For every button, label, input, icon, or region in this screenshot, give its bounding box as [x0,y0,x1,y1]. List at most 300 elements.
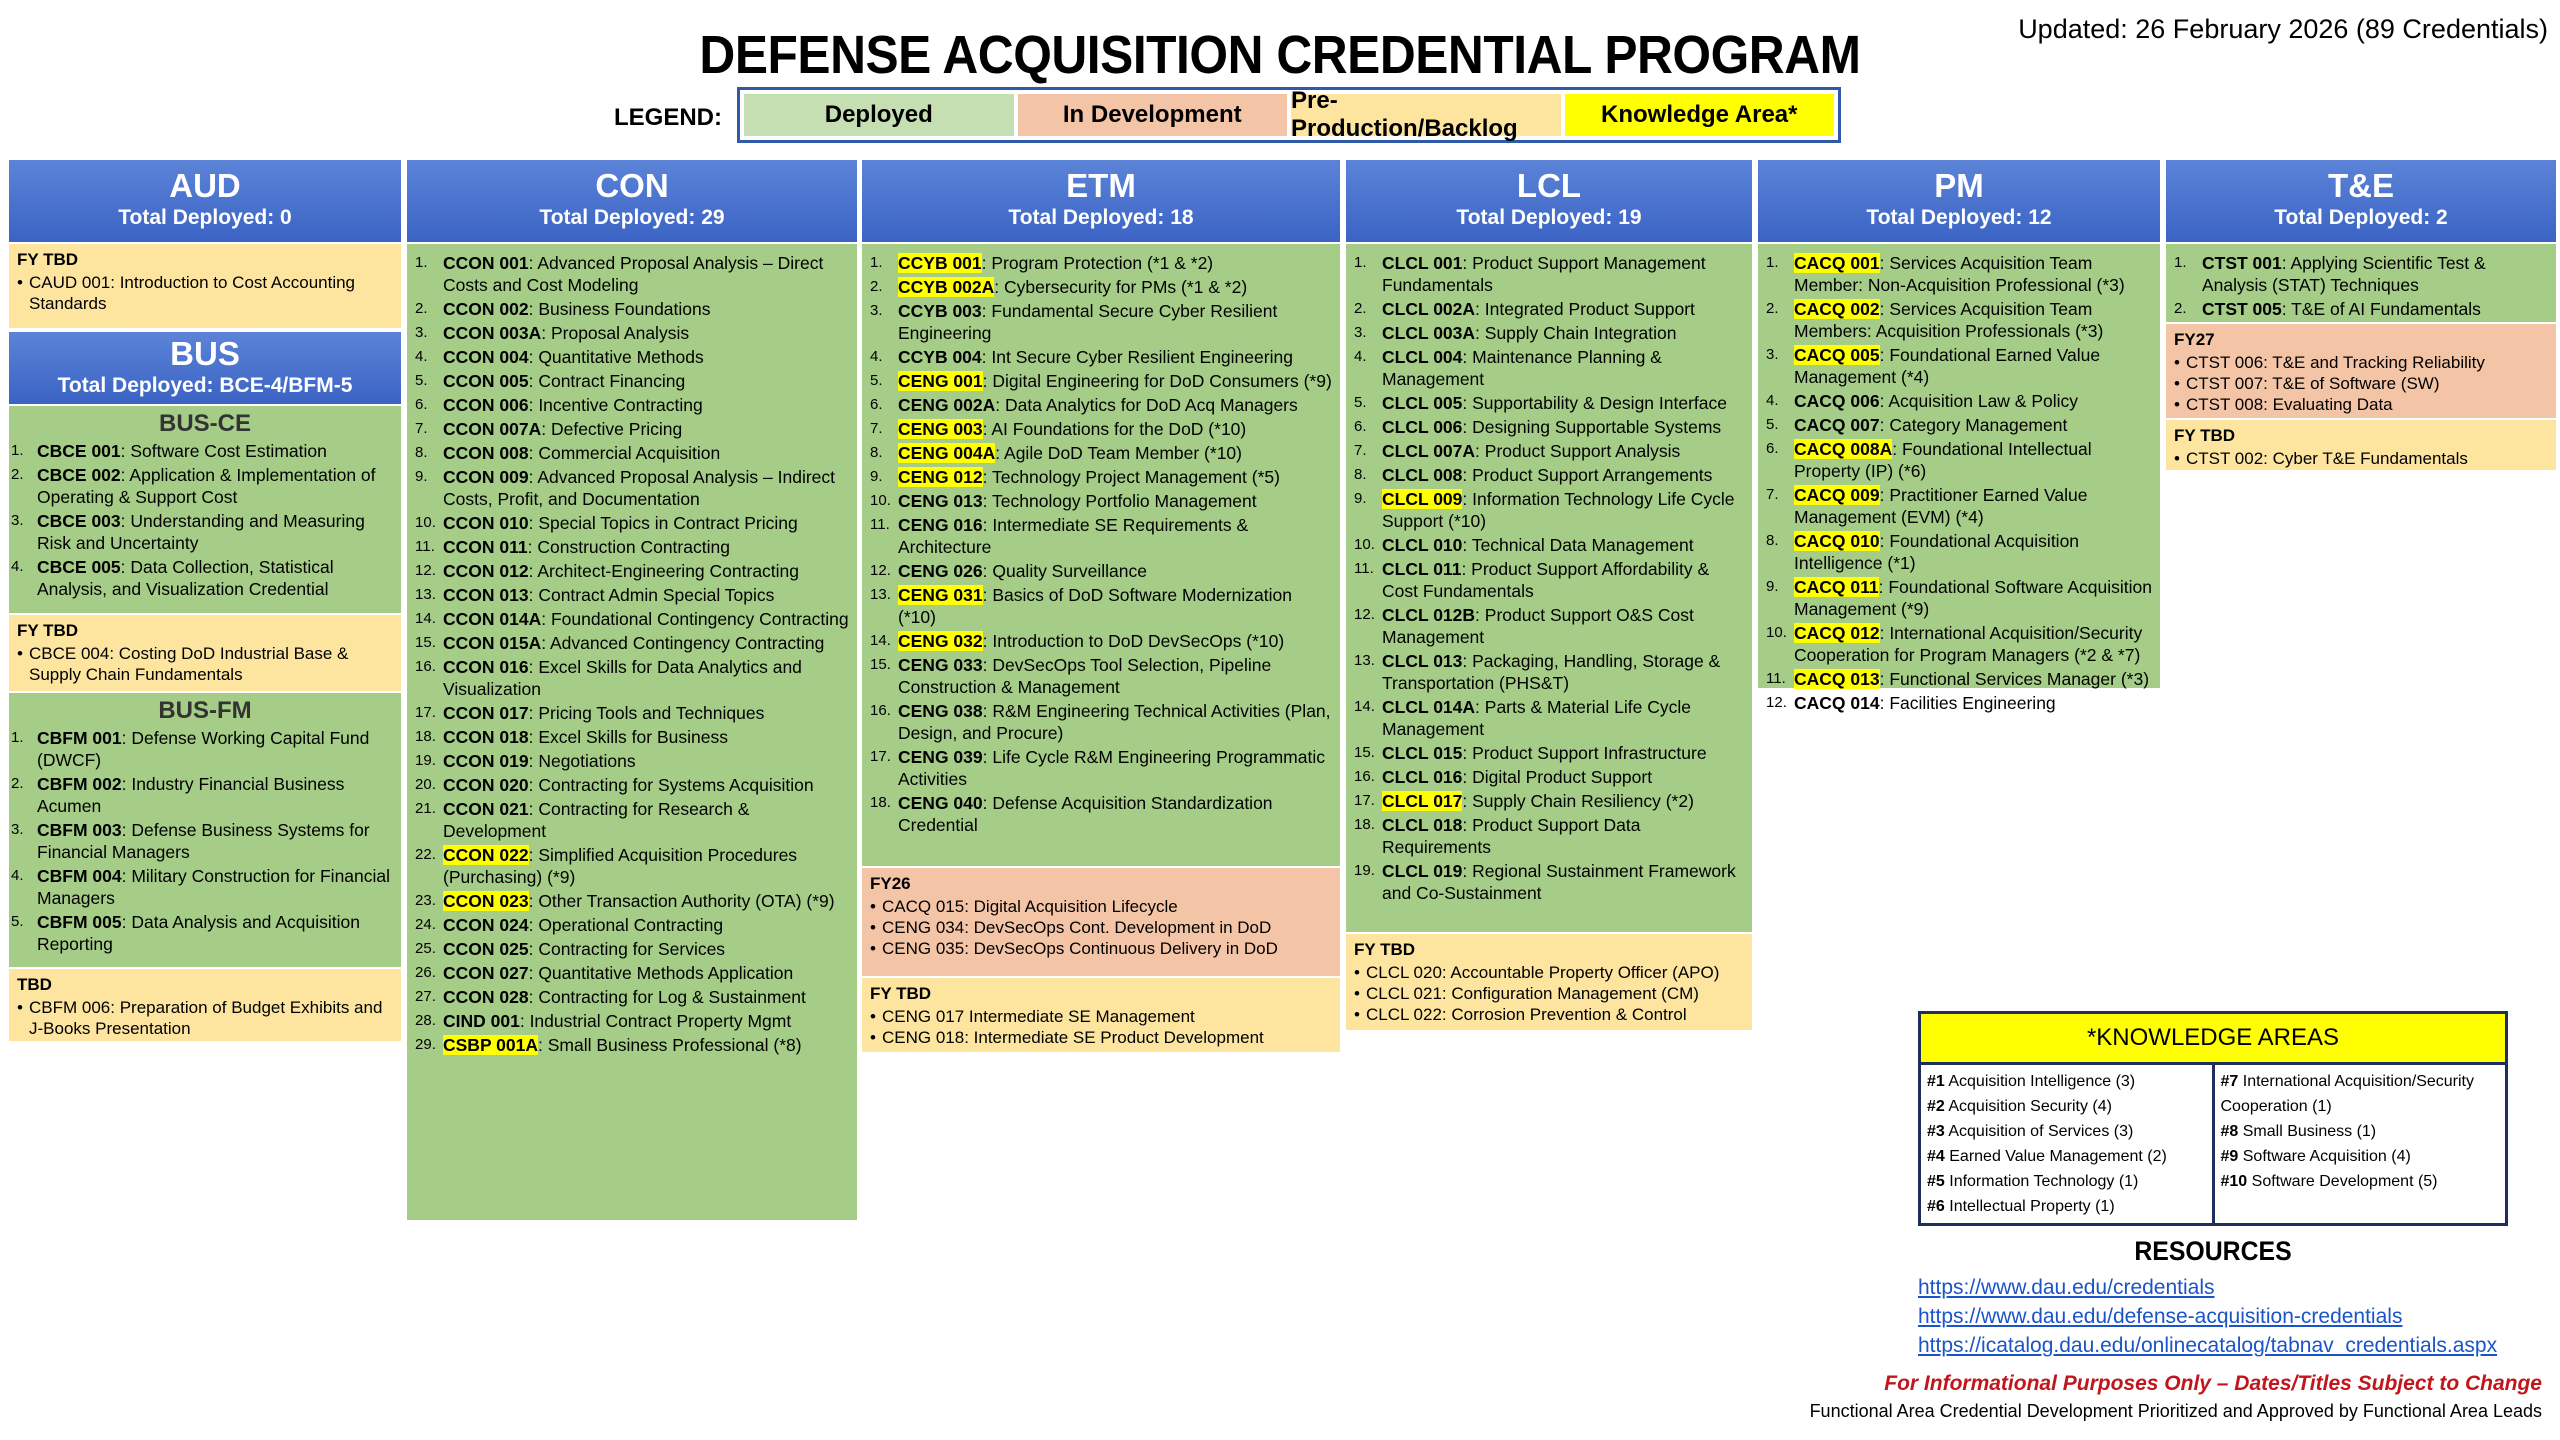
credential-code: CLCL 002A [1382,299,1476,319]
credential-code: CENG 012 [898,467,983,487]
list-item: • CENG 017 Intermediate SE Management [870,1006,1332,1027]
credential-title: : Cybersecurity for PMs (*1 & *2) [994,277,1248,297]
credential-code: CACQ 013 [1794,669,1880,689]
credential-item [1354,790,1744,812]
credential-code: CCYB 001 [898,253,982,273]
legend-knowledge-area: Knowledge Area* [1565,94,1835,136]
te-tbd [2166,420,2556,470]
credential-code: CCON 008 [443,443,529,463]
credential-code: CENG 016 [898,515,983,535]
credential-item [1354,558,1744,602]
te-deployed [2166,244,2556,322]
bus-fm-tbd-list [17,997,393,1039]
te-list [2174,252,2548,320]
page-title: DEFENSE ACQUISITION CREDENTIAL PROGRAM [699,25,1861,85]
credential-title: : Commercial Acquisition [528,443,721,463]
bus-ce-tbd-label: FY TBD [17,621,79,640]
te-tbd-label: FY TBD [2174,426,2236,445]
credential-title: : Small Business Professional (*8) [538,1035,802,1055]
credential-title: : Quantitative Methods [528,347,704,367]
credential-item [870,418,1332,440]
credential-code: CCON 017 [443,703,529,723]
credential-title: : Product Support O&S Cost Management [1382,605,1694,647]
list-item: • CTST 006: T&E and Tracking Reliability [2174,352,2548,373]
credential-title: : Facilities Engineering [1879,693,2056,713]
credential-code: CLCL 016 [1382,767,1463,787]
bus-total: Total Deployed: BCE-4/BFM-5 [57,374,353,397]
credential-code: CCON 019 [443,751,529,771]
credential-item [415,1010,849,1032]
credential-item [1766,484,2152,528]
credential-title: : Parts & Material Life Cycle Management [1382,697,1691,739]
credential-title: : Int Secure Cyber Resilient Engineering [981,347,1293,367]
credential-code: CACQ 002 [1794,299,1880,319]
credential-code: CLCL 015 [1382,743,1463,763]
column-aud-bus [9,160,401,1041]
credential-title: : Contracting for Systems Acquisition [528,775,814,795]
column-con [407,160,857,1220]
credential-item [870,252,1332,274]
credential-title: : Contract Admin Special Topics [528,585,775,605]
resource-link-icatalog[interactable]: https://icatalog.dau.edu/onlinecatalog/tabnav_credentials.aspx [1918,1334,2498,1357]
credential-title: : Data Analysis and Acquisition Reporting [37,912,360,954]
aud-tbd-list [17,272,393,314]
disclaimer: For Informational Purposes Only – Dates/Titles Subject to Change [1884,1372,2542,1395]
credential-item [1354,322,1744,344]
credential-item [11,510,393,554]
credential-title: : Architect-Engineering Contracting [528,561,800,581]
credential-code: CCON 001 [443,253,529,273]
column-te [2166,160,2556,470]
credential-code: CCON 022 [443,845,529,865]
resources [1918,1236,2508,1360]
credential-title: : AI Foundations for the DoD (*10) [982,419,1247,439]
credential-code: CLCL 012B [1382,605,1476,625]
credential-item [11,440,393,462]
credential-item [870,560,1332,582]
credential-item [1354,766,1744,788]
credential-title: : Contracting for Log & Sustainment [528,987,806,1007]
con-name: CON [595,167,669,204]
list-item: • CLCL 020: Accountable Property Officer (APO) [1354,962,1744,983]
credential-code: CLCL 011 [1382,559,1462,579]
credential-item [11,773,393,817]
credential-title: : Software Cost Estimation [120,441,327,461]
credential-title: : Foundational Earned Value Management (*4) [1794,345,2101,387]
credential-code: CBCE 003 [37,511,121,531]
credential-item [870,490,1332,512]
te-fy27-list [2174,352,2548,415]
credential-item [415,798,849,842]
credential-title: : Practitioner Earned Value Management (EVM) (*4) [1794,485,2088,527]
resource-link-defense-acquisition-credentials[interactable]: https://www.dau.edu/defense-acquisition-credentials [1918,1305,2403,1328]
credential-title: : Data Analytics for DoD Acq Managers [995,395,1298,415]
bus-ce-tbd-list [17,643,393,685]
credential-item [870,300,1332,344]
credential-item [415,394,849,416]
credential-code: CENG 003 [898,419,983,439]
credential-item [870,514,1332,558]
credential-title: : Designing Supportable Systems [1462,417,1722,437]
credential-item [1354,534,1744,556]
credential-title: : Quality Surveillance [982,561,1148,581]
credential-code: CACQ 001 [1794,253,1880,273]
legend [737,87,1841,143]
credential-code: CACQ 007 [1794,415,1880,435]
knowledge-area-item: #3 Acquisition of Services (3) [1927,1123,2134,1140]
credential-title: : International Acquisition/Security Cooperation for Program Managers (*2 & *7) [1794,623,2143,665]
credential-code: CBFM 003 [37,820,122,840]
credential-item [415,986,849,1008]
list-item: • CENG 018: Intermediate SE Product Development [870,1027,1332,1048]
credential-title: : Negotiations [528,751,636,771]
credential-item [870,442,1332,464]
credential-code: CCON 020 [443,775,529,795]
credential-code: CBFM 001 [37,728,122,748]
credential-code: CCON 004 [443,347,529,367]
credential-title: : Incentive Contracting [528,395,703,415]
lcl-list [1354,252,1744,904]
bus-ce-label: BUS-CE [158,410,251,437]
credential-item [1766,252,2152,296]
credential-title: : Foundational Acquisition Intelligence (*1) [1794,531,2080,573]
credential-title: : Industrial Contract Property Mgmt [519,1011,792,1031]
credential-title: : Technical Data Management [1462,535,1694,555]
credential-item [870,466,1332,488]
credential-code: CLCL 003A [1382,323,1476,343]
credential-item [415,560,849,582]
bus-fm-label: BUS-FM [158,697,252,724]
etm-header [862,160,1340,242]
bus-fm-list [11,727,393,955]
credential-code: CENG 026 [898,561,983,581]
credential-code: CCON 005 [443,371,529,391]
credential-item [11,865,393,909]
knowledge-area-item: #2 Acquisition Security (4) [1927,1098,2112,1115]
lcl-tbd-label: FY TBD [1354,940,1416,959]
credential-title: : Industry Financial Business Acumen [37,774,345,816]
credential-title: : Proposal Analysis [541,323,690,343]
credential-code: CENG 039 [898,747,983,767]
credential-item [415,702,849,724]
knowledge-areas-grid [1921,1065,2505,1223]
credential-title: : Maintenance Planning & Management [1382,347,1662,389]
list-item: • CLCL 021: Configuration Management (CM) [1354,983,1744,1004]
credential-item [415,442,849,464]
credential-code: CCON 027 [443,963,529,983]
aud-name: AUD [169,167,241,204]
bus-fm [9,693,401,967]
credential-title: : Regional Sustainment Framework and Co-Sustainment [1382,861,1736,903]
credential-item [1354,416,1744,438]
knowledge-areas-title: *KNOWLEDGE AREAS [1921,1014,2505,1065]
bus-ce-list [11,440,393,600]
credential-title: : Technology Portfolio Management [982,491,1257,511]
bus-name: BUS [170,335,240,372]
credential-item [415,656,849,700]
legend-label: LEGEND: [614,104,722,131]
pm-list [1766,252,2152,714]
credential-title: : Product Support Analysis [1475,441,1681,461]
credential-code: CCON 006 [443,395,529,415]
credential-code: CLCL 008 [1382,465,1463,485]
etm-fy26-list [870,896,1332,959]
credential-title: : Advanced Proposal Analysis – Indirect Costs, Profit, and Documentation [443,467,836,509]
credential-title: : Defective Pricing [541,419,683,439]
credential-item [1766,414,2152,436]
credential-item [1354,298,1744,320]
credential-item [415,322,849,344]
lcl-tbd [1346,934,1752,1030]
credential-item [1766,344,2152,388]
list-item: • CTST 008: Evaluating Data [2174,394,2548,415]
credential-title: : Foundational Software Acquisition Management (*9) [1794,577,2152,619]
credential-title: : Defense Business Systems for Financial Managers [37,820,370,862]
credential-item [415,608,849,630]
credential-title: : Intermediate SE Requirements & Architecture [898,515,1249,557]
list-item: • CBCE 004: Costing DoD Industrial Base & Supply Chain Fundamentals [17,643,393,685]
credential-title: : Information Technology Life Cycle Support (*10) [1382,489,1735,531]
credential-code: CENG 013 [898,491,983,511]
credential-title: : Advanced Proposal Analysis – Direct Costs and Cost Modeling [443,253,824,295]
knowledge-area-item: #5 Information Technology (1) [1927,1173,2139,1190]
credential-item [415,418,849,440]
knowledge-areas-right [2215,1065,2506,1223]
credential-item [1766,576,2152,620]
credential-title: : Quantitative Methods Application [528,963,794,983]
credential-code: CENG 038 [898,701,983,721]
knowledge-areas-left [1921,1065,2215,1223]
credential-item [1354,860,1744,904]
credential-code: CLCL 018 [1382,815,1463,835]
credential-item [1354,488,1744,532]
lcl-total: Total Deployed: 19 [1456,206,1642,229]
credential-code: CCON 024 [443,915,529,935]
credential-item [870,584,1332,628]
credential-title: : R&M Engineering Technical Activities (Plan, Design, and Procure) [898,701,1331,743]
credential-code: CTST 001 [2202,253,2282,273]
credential-item [1354,604,1744,648]
credential-item [11,819,393,863]
credential-item [11,556,393,600]
te-fy27 [2166,324,2556,418]
credential-item [1354,464,1744,486]
te-header [2166,160,2556,242]
pm-deployed [1758,244,2160,713]
te-name: T&E [2328,167,2394,204]
credential-title: : Product Support Arrangements [1462,465,1713,485]
credential-item [1766,530,2152,574]
etm-list [870,252,1332,836]
credential-code: CLCL 017 [1382,791,1463,811]
credential-item [415,252,849,296]
credential-title: : Advanced Contingency Contracting [541,633,825,653]
credential-item [1766,438,2152,482]
credential-item [2174,252,2548,296]
credential-code: CCON 009 [443,467,529,487]
credential-code: CENG 033 [898,655,983,675]
credential-title: : Application & Implementation of Operating & Support Cost [37,465,376,507]
credential-item [1354,696,1744,740]
list-item: • CLCL 022: Corrosion Prevention & Control [1354,1004,1744,1025]
credential-code: CCON 016 [443,657,529,677]
te-tbd-list [2174,448,2548,469]
credential-code: CENG 002A [898,395,996,415]
credential-title: : Category Management [1879,415,2068,435]
credential-item [870,630,1332,652]
credential-code: CCYB 002A [898,277,995,297]
credential-code: CLCL 014A [1382,697,1476,717]
credential-code: CACQ 006 [1794,391,1880,411]
credential-title: : Contracting for Services [528,939,726,959]
footer-note: Functional Area Credential Development Prioritized and Approved by Functional Area Leads [1809,1401,2542,1421]
knowledge-area-item: #9 Software Acquisition (4) [2220,1148,2411,1165]
knowledge-area-item: #7 International Acquisition/Security Cooperation (1) [2220,1073,2474,1115]
credential-code: CIND 001 [443,1011,520,1031]
lcl-header [1346,160,1752,242]
credential-code: CLCL 009 [1382,489,1463,509]
column-pm [1758,160,2160,713]
aud-tbd [9,244,401,328]
knowledge-area-item: #6 Intellectual Property (1) [1927,1198,2115,1215]
list-item: • CTST 002: Cyber T&E Fundamentals [2174,448,2548,469]
credential-code: CENG 032 [898,631,983,651]
credential-code: CTST 005 [2202,299,2282,319]
credential-item [415,844,849,888]
credential-title: : Life Cycle R&M Engineering Programmatic Activities [898,747,1325,789]
credential-title: : Defense Acquisition Standardization Credential [898,793,1273,835]
credential-title: : Digital Engineering for DoD Consumers (*9) [982,371,1332,391]
credential-item [415,726,849,748]
credential-item [415,298,849,320]
credential-item [415,346,849,368]
credential-title: : Operational Contracting [528,915,724,935]
credential-item [415,584,849,606]
credential-code: CENG 001 [898,371,983,391]
credential-title: : Supply Chain Integration [1475,323,1677,343]
credential-code: CBCE 001 [37,441,121,461]
credential-title: : Supply Chain Resiliency (*2) [1462,791,1694,811]
credential-code: CCON 011 [443,537,528,557]
credential-title: : Excel Skills for Business [528,727,728,747]
credential-item [415,962,849,984]
knowledge-area-item: #4 Earned Value Management (2) [1927,1148,2167,1165]
bus-header [9,332,401,404]
credential-item [870,654,1332,698]
credential-item [2174,298,2548,320]
credential-code: CENG 031 [898,585,983,605]
credential-title: : Product Support Infrastructure [1462,743,1707,763]
credential-title: : Product Support Management Fundamentals [1382,253,1706,295]
con-deployed [407,244,857,1220]
credential-item [11,464,393,508]
resource-link-credentials[interactable]: https://www.dau.edu/credentials [1918,1276,2215,1299]
lcl-deployed [1346,244,1752,932]
credential-code: CCON 012 [443,561,529,581]
credential-title: : Pricing Tools and Techniques [528,703,765,723]
credential-code: CCYB 003 [898,301,982,321]
etm-fy26-label: FY26 [870,874,911,893]
legend-deployed: Deployed [744,94,1014,136]
credential-item [415,370,849,392]
pm-total: Total Deployed: 12 [1866,206,2052,229]
credential-code: CACQ 012 [1794,623,1880,643]
credential-code: CLCL 019 [1382,861,1463,881]
credential-code: CCON 010 [443,513,529,533]
credential-item [415,466,849,510]
credential-item [415,890,849,912]
credential-code: CCON 014A [443,609,542,629]
credential-item [1766,622,2152,666]
credential-code: CCON 018 [443,727,529,747]
knowledge-area-item: #8 Small Business (1) [2220,1123,2377,1140]
credential-title: : Other Transaction Authority (OTA) (*9) [528,891,835,911]
lcl-tbd-list [1354,962,1744,1025]
credential-item [415,512,849,534]
credential-code: CLCL 013 [1382,651,1463,671]
credential-item [1354,392,1744,414]
knowledge-areas-box [1918,1011,2508,1226]
con-header [407,160,857,242]
credential-title: : Services Acquisition Team Members: Acquisition Professionals (*3) [1794,299,2104,341]
credential-item [415,938,849,960]
credential-title: : Product Support Affordability & Cost Fundamentals [1382,559,1710,601]
credential-code: CACQ 014 [1794,693,1880,713]
credential-title: : Integrated Product Support [1475,299,1695,319]
credential-title: : Contract Financing [528,371,686,391]
credential-title: : Excel Skills for Data Analytics and Visualization [443,657,802,699]
credential-code: CCON 002 [443,299,529,319]
credential-code: CACQ 009 [1794,485,1880,505]
credential-title: : Contracting for Research & Development [443,799,750,841]
con-list [415,252,849,1056]
credential-code: CSBP 001A [443,1035,539,1055]
etm-name: ETM [1066,167,1136,204]
credential-title: : Services Acquisition Team Member: Non-Acquisition Professional (*3) [1794,253,2125,295]
credential-code: CLCL 010 [1382,535,1463,555]
credential-code: CACQ 008A [1794,439,1893,459]
etm-tbd-list [870,1006,1332,1048]
credential-title: : Fundamental Secure Cyber Resilient Engineering [898,301,1278,343]
credential-code: CCON 025 [443,939,529,959]
credential-title: : Military Construction for Financial Managers [37,866,391,908]
credential-code: CBFM 004 [37,866,122,886]
credential-title: : Understanding and Measuring Risk and Uncertainty [37,511,365,553]
credential-title: : Technology Project Management (*5) [982,467,1280,487]
credential-item [870,792,1332,836]
credential-item [1354,814,1744,858]
credential-item [870,370,1332,392]
credential-code: CCON 028 [443,987,529,1007]
column-etm [862,160,1340,1052]
credential-item [1766,692,2152,714]
credential-title: : Foundational Intellectual Property (IP) (*6) [1794,439,2092,481]
etm-total: Total Deployed: 18 [1008,206,1194,229]
bus-fm-tbd-label: TBD [17,975,52,994]
credential-code: CACQ 005 [1794,345,1880,365]
list-item: • CBFM 006: Preparation of Budget Exhibits and J-Books Presentation [17,997,393,1039]
list-item: • CAUD 001: Introduction to Cost Accounting Standards [17,272,393,314]
credential-code: CLCL 006 [1382,417,1463,437]
credential-code: CACQ 010 [1794,531,1880,551]
credential-title: : Data Collection, Statistical Analysis, and Visualization Credential [37,557,334,599]
credential-item [1766,298,2152,342]
credential-item [1766,668,2152,690]
credential-code: CCON 007A [443,419,542,439]
aud-total: Total Deployed: 0 [118,206,292,229]
etm-fy26 [862,868,1340,976]
credential-item [870,394,1332,416]
